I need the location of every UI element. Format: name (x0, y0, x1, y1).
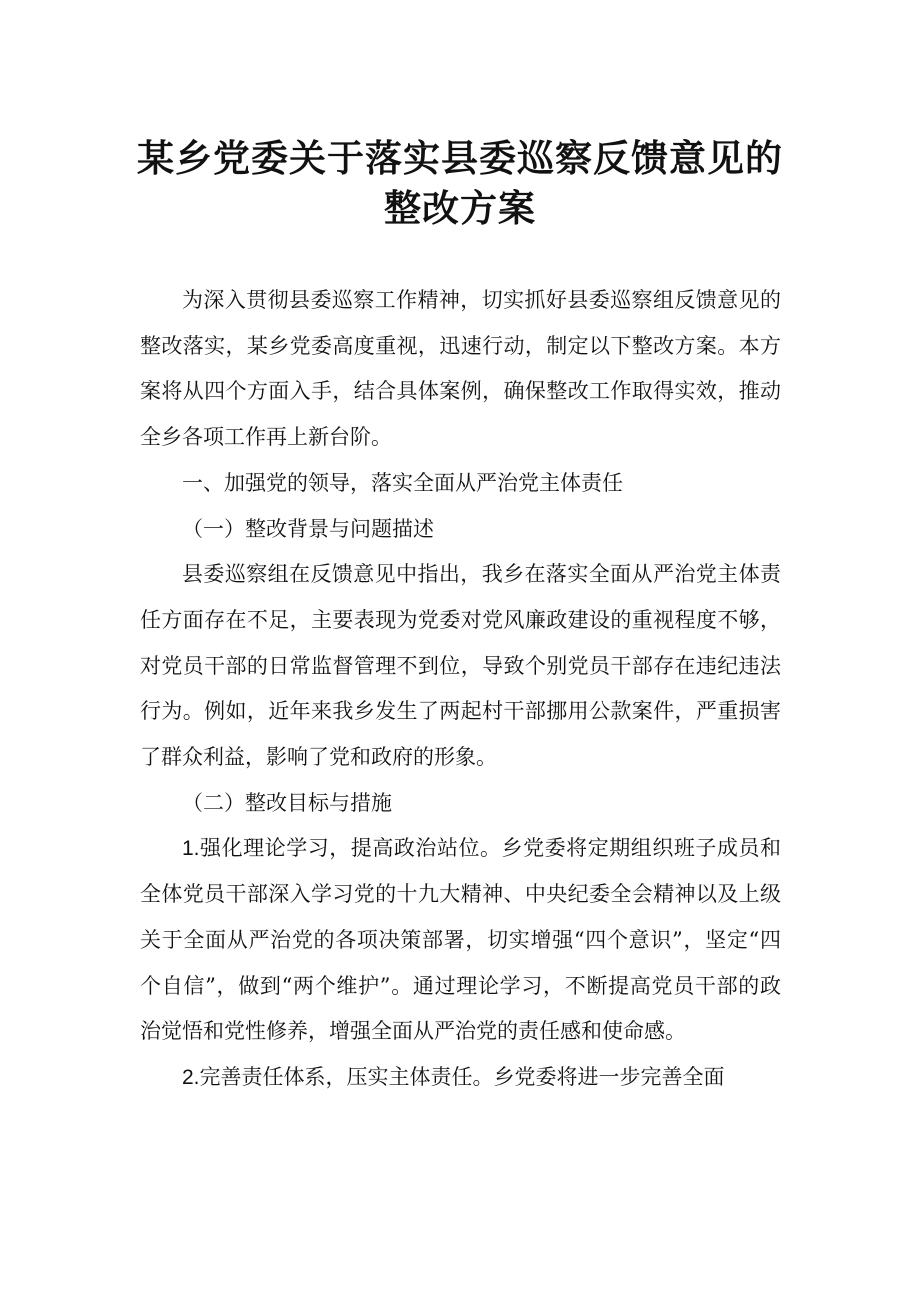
document-body (140, 278, 781, 1101)
item-number: 2. (182, 1065, 200, 1089)
document-title-line1: 某乡党委关于落实县委巡察反馈意见的 (137, 137, 783, 180)
measure-paragraph (140, 1055, 781, 1101)
background-paragraph (140, 552, 781, 781)
section-heading (140, 461, 781, 507)
intro-paragraph (140, 278, 781, 461)
measure-paragraph (140, 826, 781, 1055)
heading-text: （一）整改背景与问题描述 (182, 516, 434, 541)
paragraph-text: 强化理论学习，提高政治站位。乡党委将定期组织班子成员和全体党员干部深入学习党的十九大精神、中央纪委全会精神以及上级关于全面从严治党的各项决策部署，切实增强“四个意识”，坚定“四个自信”，做到“两个维护”。通过理论学习，不断提高党员干部的政治觉悟和党性修养，增强全面从严治党的责任感和使命感。 (140, 836, 781, 1044)
subsection-heading (140, 507, 781, 553)
paragraph-text: 完善责任体系，压实主体责任。乡党委将进一步完善全面 (199, 1064, 725, 1089)
heading-text: 一、加强党的领导，落实全面从严治党主体责任 (182, 470, 623, 495)
heading-text: （二）整改目标与措施 (182, 790, 392, 815)
paragraph-text: 县委巡察组在反馈意见中指出，我乡在落实全面从严治党主体责任方面存在不足，主要表现为党委对党风廉政建设的重视程度不够，对党员干部的日常监督管理不到位，导致个别党员干部存在违纪违法行为。例如，近年来我乡发生了两起村干部挪用公款案件，严重损害了群众利益，影响了党和政府的形象。 (140, 562, 781, 770)
document-title-line2: 整改方案 (384, 187, 536, 230)
item-number: 1. (182, 837, 200, 861)
subsection-heading (140, 781, 781, 827)
paragraph-text: 为深入贯彻县委巡察工作精神，切实抓好县委巡察组反馈意见的整改落实，某乡党委高度重视，迅速行动，制定以下整改方案。本方案将从四个方面入手，结合具体案例，确保整改工作取得实效，推动全乡各项工作再上新台阶。 (140, 288, 781, 450)
